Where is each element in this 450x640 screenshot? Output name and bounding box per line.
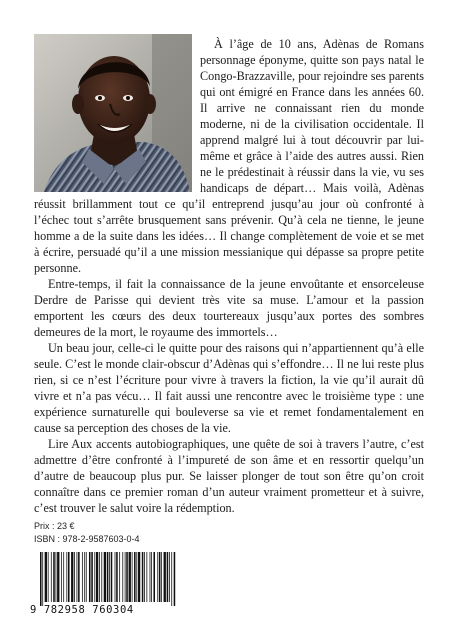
barcode-bar [119, 552, 120, 602]
barcode-bar [63, 552, 64, 602]
summary-paragraph-2: Entre-temps, il fait la connaissance de la jeune envoûtante et ensorceleuse Derdre de Parisse qui devient très vite sa muse. L’amour et la passion emportent les cœurs des deux tourtereaux jusqu’aux portes des sombres demeures de la mort, le royaume des immortels… [34, 277, 424, 339]
barcode-bar [91, 552, 93, 602]
summary-paragraph-4: Lire Aux accents autobiographiques, une quête de soi à travers l’autre, c’est admettre d’être confronté à l’impureté de son âme et en ressortir quelqu’un d’autre de beaucoup plus pur. Se laisser plonger de tout son être qu’on croit connaître dans ce premier roman d’un auteur vraiment prometteur et à suivre, c’est trouver le salut voire la rédemption. [34, 437, 424, 515]
barcode-bar [68, 552, 70, 602]
barcode-bar [134, 552, 136, 602]
barcode-bar [146, 552, 147, 602]
barcode-bar [157, 552, 158, 602]
barcode-digits: 9 782958 760304 [30, 604, 134, 616]
barcode-bar [132, 552, 133, 602]
barcode-bar [66, 552, 67, 602]
barcode-bar [159, 552, 161, 602]
barcode-bar [86, 552, 87, 602]
barcode-bar [57, 552, 59, 602]
price-info [34, 520, 140, 546]
cover-summary [34, 36, 424, 516]
barcode-bar [125, 552, 126, 602]
barcode-bar [167, 552, 169, 602]
barcode-bar [129, 552, 131, 602]
photo-spacer [34, 36, 200, 196]
barcode-bar [53, 552, 55, 602]
barcode-bar [151, 552, 152, 602]
barcode-bar [111, 552, 113, 602]
barcode-bar [126, 552, 128, 602]
barcode-bar [136, 552, 137, 602]
barcode-bar [71, 552, 73, 602]
barcode-bar [40, 552, 42, 606]
barcode-bar [61, 552, 62, 602]
barcode-bar [107, 552, 109, 602]
barcode-bar [94, 552, 95, 602]
barcode-bar [144, 552, 145, 602]
barcode-bar [42, 552, 43, 606]
barcode-bar [161, 552, 162, 602]
barcode-bar [56, 552, 57, 602]
barcode-bars [38, 552, 178, 606]
barcode-bar [84, 552, 85, 602]
barcode-bar [78, 552, 80, 602]
barcode-bar [109, 552, 110, 602]
isbn-barcode [30, 548, 182, 620]
barcode-bar [115, 552, 116, 602]
barcode-bar [104, 552, 106, 602]
barcode-bar [82, 552, 83, 602]
barcode-bar [74, 552, 75, 602]
summary-paragraph-1: À l’âge de 10 ans, Adènas de Romans personnage éponyme, quitte son pays natal le Congo-Brazzaville, pour rejoindre ses parents qui ont émigré en France dans les années 60. Il arrive ne connaissant rien du monde moderne, ni de la civilisation occidentale. Il apprend malgré lui à tout découvrir par lui-même et grâce à l’aide des autres aussi. Rien ne le prédestinait à réussir dans la vie, vu ses handicaps de départ… Mais voilà, Adènas réussit brillamment tout ce qu’il entreprend jusqu’au jour où confronté à l’échec tout s’arrête brusquement sans prévenir. Qu’à cela ne tienne, le jeune homme a de la suite dans les idées… Il change complètement de voie et se met à écrire, persuadé qu’il a une mission messianique qui dépasse sa propre petite personne. [34, 37, 424, 275]
isbn-label: ISBN : 978-2-9587603-0-4 [34, 534, 140, 544]
barcode-bar [138, 552, 140, 602]
barcode-bar [122, 552, 123, 602]
barcode-bar [89, 552, 91, 602]
price-label: Prix : 23 € [34, 521, 75, 531]
summary-paragraph-3: Un beau jour, celle-ci le quitte pour des raisons qui n’appartiennent qu’à elle seule. C’est le monde clair-obscur d’Adènas qui s’effondre… Il ne lui reste plus rien, si ce n’est l’écriture pour vivre à travers la fiction, la vie qu’il aurait dû vivre et n’a pas vécu… Il fait aussi une rencontre avec le troisième type : une expérience surnaturelle qui bouleverse sa vie et remet fondamentalement en cause sa perception des choses de la vie. [34, 341, 424, 435]
barcode-bar [77, 552, 78, 602]
barcode-bar [116, 552, 118, 602]
barcode-bar [150, 552, 151, 602]
barcode-bar [96, 552, 98, 602]
barcode-bar [99, 552, 100, 602]
barcode-bar [48, 552, 49, 602]
barcode-bar [174, 552, 176, 606]
barcode-bar [153, 552, 155, 602]
barcode-bar [45, 552, 47, 602]
barcode-bar [101, 552, 102, 602]
barcode-bar [51, 552, 52, 602]
barcode-bar [142, 552, 144, 602]
barcode-bar [169, 552, 170, 602]
barcode-bar [164, 552, 166, 602]
barcode-bar [171, 552, 172, 606]
